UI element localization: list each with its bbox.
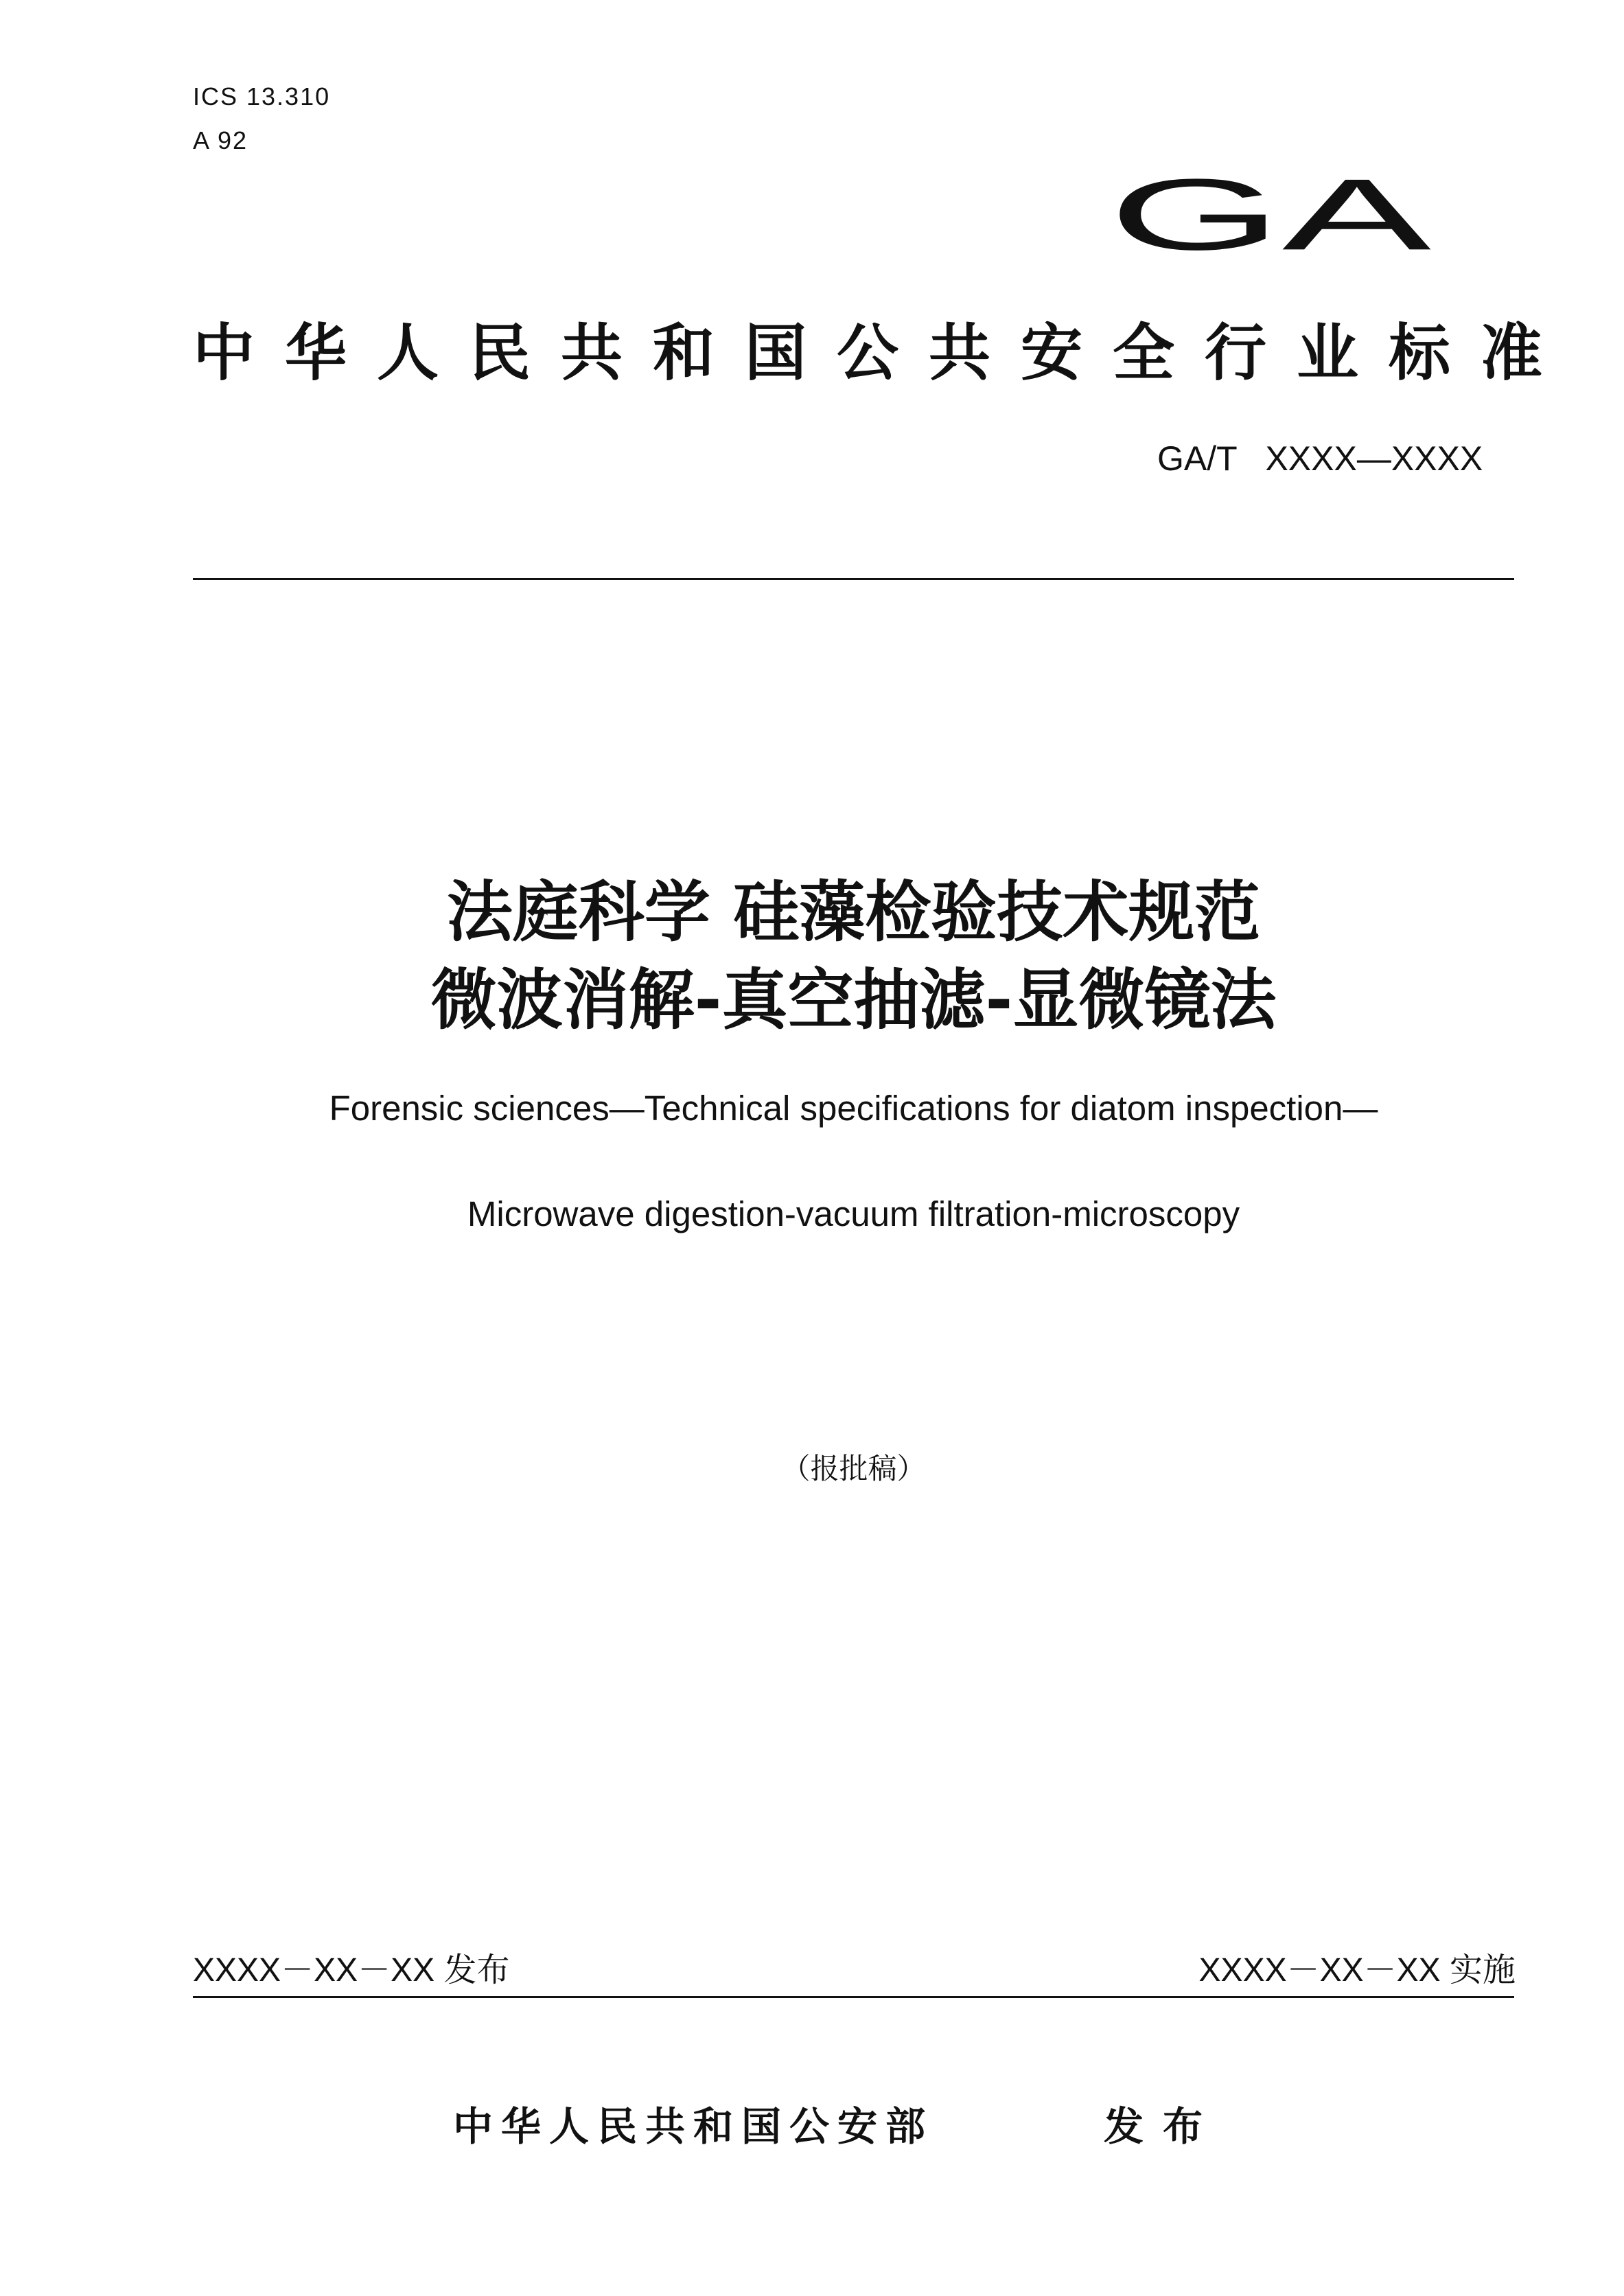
implement-date: XXXX－XX－XX 实施: [1198, 1952, 1516, 1988]
issue-word: 发布: [1104, 2103, 1222, 2150]
title-en-line-2: Microwave digestion-vacuum filtration-microscopy: [467, 1194, 1240, 1233]
title-cn-line-1: 法庭科学 硅藻检验技术规范: [446, 874, 1261, 951]
title-cn-line-2: 微波消解-真空抽滤-显微镜法: [430, 962, 1277, 1039]
header-divider: [193, 578, 1514, 580]
ccs-code: A 92: [193, 126, 248, 154]
standard-title: 中华人民共和国公共安全行业标准: [193, 317, 1573, 389]
issue-date: XXXX－XX－XX 发布: [193, 1952, 510, 1988]
document-title-block: [193, 868, 1514, 1236]
issuing-authority: 中华人民共和国公安部: [453, 2103, 934, 2150]
footer-divider: [193, 1996, 1514, 1998]
ga-logo: [1098, 141, 1441, 271]
svg-text:GA: GA: [1109, 157, 1431, 271]
standard-code: GA/T XXXX—XXXX: [1157, 439, 1483, 478]
draft-note: （报批稿）: [781, 1452, 926, 1485]
ics-code: ICS 13.310: [193, 82, 331, 111]
title-en-line-1: Forensic sciences—Technical specifications for diatom inspection—: [329, 1089, 1378, 1128]
